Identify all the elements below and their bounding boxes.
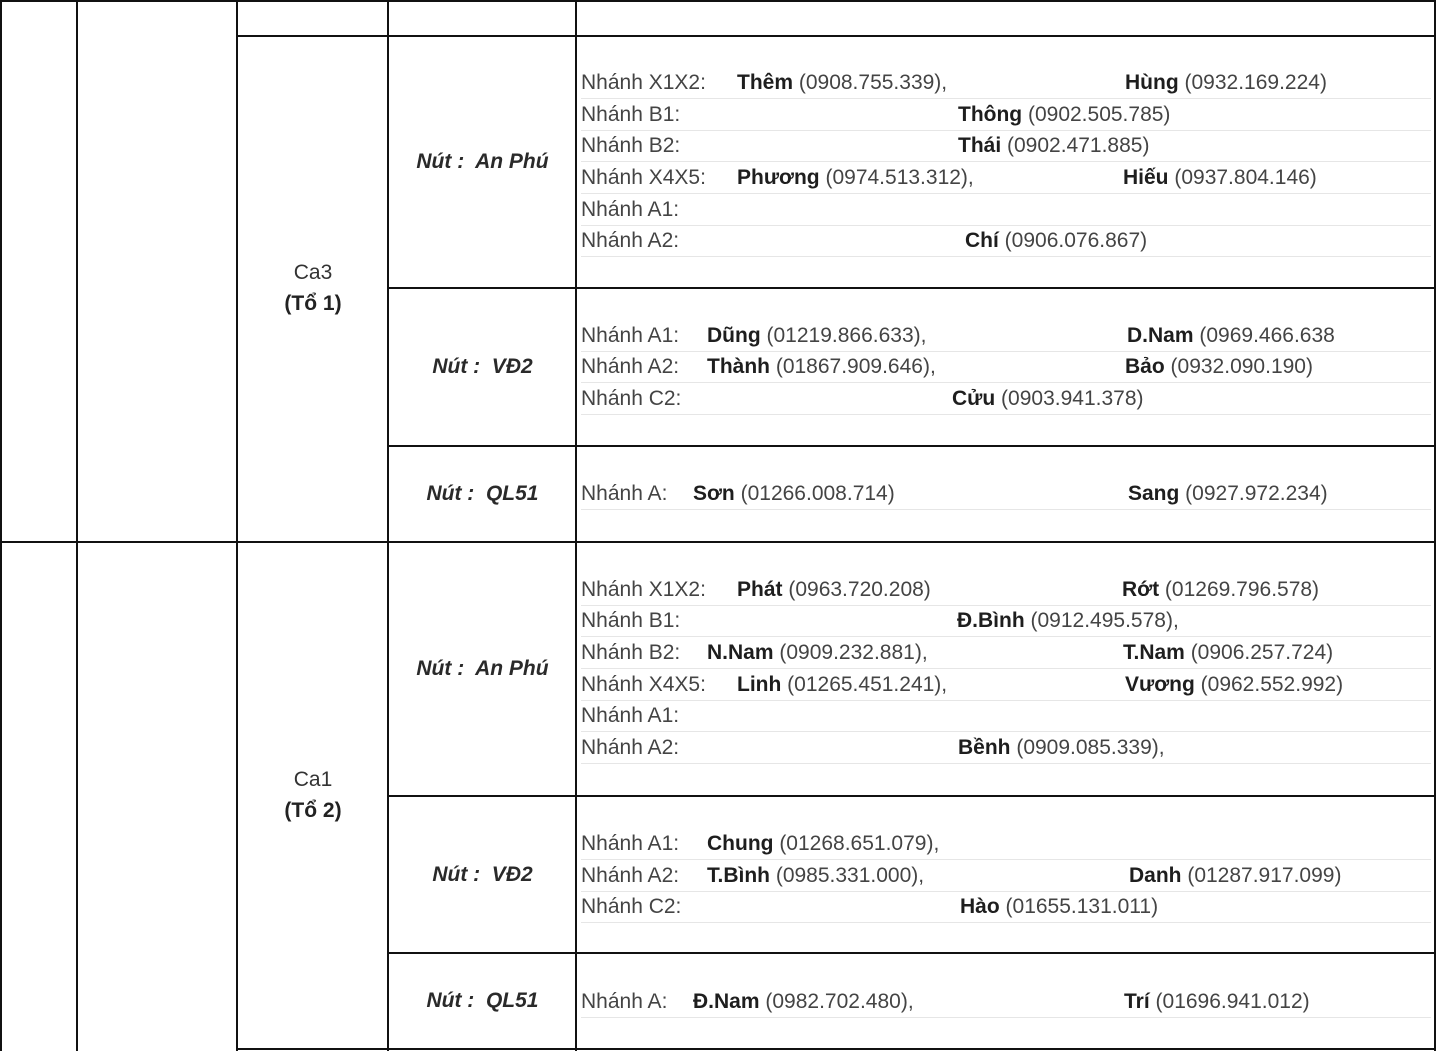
branch-label: Nhánh A2: — [581, 864, 680, 887]
contact-name: Đ.Bình — [957, 609, 1025, 632]
branch-row — [581, 383, 1431, 415]
column-divider-2 — [236, 0, 238, 1051]
branch-row — [581, 637, 1431, 669]
contact-name: Cửu — [952, 387, 996, 410]
branch-label: Nhánh A1: — [581, 704, 680, 727]
contact-name: D.Nam — [1127, 324, 1194, 347]
contact-name: Bảo — [1125, 355, 1165, 378]
branch-row — [581, 605, 1431, 637]
branch-label: Nhánh B1: — [581, 103, 681, 126]
branch-row — [581, 130, 1431, 162]
team-label: (Tổ 1) — [284, 292, 342, 315]
shift-cell — [238, 257, 388, 319]
table-border-right — [1434, 0, 1436, 1051]
contact-name: Dũng — [707, 324, 761, 347]
branch-row — [581, 860, 1431, 892]
branch-row — [581, 225, 1431, 257]
branch-label: Nhánh X4X5: — [581, 166, 706, 189]
branch-label: Nhánh A1: — [581, 324, 680, 347]
team-label: (Tổ 2) — [284, 799, 342, 822]
contact-phone: (0982.702.480), — [759, 990, 914, 1013]
contact-phone: (0909.232.881), — [773, 641, 928, 664]
contact-name: Phát — [737, 578, 783, 601]
row-divider-top — [0, 0, 1436, 2]
shift-cell — [238, 764, 388, 826]
row-divider-bottom — [236, 1048, 1436, 1050]
contact-name: Chung — [707, 832, 774, 855]
contact-name: Vương — [1125, 673, 1195, 696]
contact-name: Danh — [1129, 864, 1182, 887]
branch-label: Nhánh A2: — [581, 736, 680, 759]
node-label: Nút : VĐ2 — [432, 355, 533, 378]
contact-phone: (0906.076.867) — [998, 229, 1148, 252]
branch-label: Nhánh A1: — [581, 832, 680, 855]
node-label: Nút : VĐ2 — [432, 862, 533, 886]
shift-label: Ca1 — [293, 768, 333, 791]
column-divider-1 — [76, 0, 78, 1051]
contact-phone: (01287.917.099) — [1181, 864, 1342, 887]
contact-name: Thêm — [737, 71, 794, 94]
contact-name: Sang — [1128, 482, 1180, 505]
contact-name: Thông — [958, 103, 1023, 126]
branch-label: Nhánh B2: — [581, 134, 681, 157]
contact-name: Hiếu — [1123, 166, 1169, 189]
branch-label: Nhánh B1: — [581, 609, 681, 632]
node-label: Nút : An Phú — [416, 657, 549, 680]
node-label: Nút : An Phú — [416, 150, 549, 173]
contact-phone: (0903.941.378) — [995, 387, 1144, 410]
contact-phone: (0908.755.339), — [793, 71, 948, 94]
contact-name: Phương — [737, 166, 820, 189]
contact-phone: (01265.451.241), — [781, 673, 948, 696]
contact-name: T.Nam — [1123, 641, 1185, 664]
contact-phone: (0962.552.992) — [1194, 673, 1344, 696]
contact-name: Hùng — [1125, 71, 1179, 94]
branch-row — [581, 669, 1431, 701]
table-border-left — [0, 0, 2, 1051]
branch-row — [581, 986, 1431, 1018]
branch-row — [581, 67, 1431, 99]
branch-row — [581, 478, 1431, 510]
branch-row — [581, 700, 1431, 732]
contact-name: Hào — [960, 895, 1000, 918]
branch-row — [581, 162, 1431, 194]
contact-phone: (01655.131.011) — [999, 895, 1159, 918]
branch-label: Nhánh A2: — [581, 229, 680, 252]
contact-phone: (0909.085.339), — [1010, 736, 1165, 759]
contact-phone: (0912.495.578), — [1024, 609, 1179, 632]
contact-phone: (0974.513.312), — [819, 166, 974, 189]
node-label: Nút : QL51 — [426, 989, 539, 1012]
branch-label: Nhánh X1X2: — [581, 71, 706, 94]
node-label: Nút : QL51 — [426, 482, 539, 505]
contact-phone: (0902.505.785) — [1022, 103, 1171, 126]
branch-row — [581, 99, 1431, 131]
branch-label: Nhánh X4X5: — [581, 673, 706, 696]
contact-phone: (01219.866.633), — [760, 324, 927, 347]
branch-row — [581, 828, 1431, 860]
branch-row — [581, 891, 1431, 923]
branch-row — [581, 574, 1431, 606]
branch-row — [581, 351, 1431, 383]
shift-label: Ca3 — [293, 261, 333, 284]
contact-phone: (0902.471.885) — [1001, 134, 1150, 157]
branch-label: Nhánh A2: — [581, 355, 680, 378]
contact-name: Linh — [737, 673, 782, 696]
branch-label: Nhánh A1: — [581, 198, 680, 221]
contact-name: Thái — [958, 134, 1002, 157]
contact-name: Thành — [707, 355, 770, 378]
contact-phone: (0932.169.224) — [1178, 71, 1327, 94]
contact-phone: (01268.651.079), — [773, 832, 940, 855]
contact-phone: (0906.257.724) — [1184, 641, 1334, 664]
contact-name: Bềnh — [958, 736, 1011, 759]
branch-row — [581, 320, 1431, 352]
branch-label: Nhánh B2: — [581, 641, 681, 664]
contact-phone: (0927.972.234) — [1179, 482, 1328, 505]
contact-phone: (0932.090.190) — [1164, 355, 1313, 378]
contact-phone: (01867.909.646), — [770, 355, 936, 378]
contact-phone: (01696.941.012) — [1149, 990, 1310, 1013]
branch-label: Nhánh C2: — [581, 895, 682, 918]
contact-phone: (01269.796.578) — [1159, 578, 1320, 601]
branch-label: Nhánh X1X2: — [581, 578, 706, 601]
contact-name: Trí — [1124, 990, 1150, 1013]
contact-name: Đ.Nam — [693, 990, 760, 1013]
contact-name: Sơn — [693, 482, 735, 505]
branch-label: Nhánh A: — [581, 990, 668, 1013]
contact-name: Chí — [965, 229, 999, 252]
contact-phone: (01266.008.714) — [734, 482, 895, 505]
contact-name: Rớt — [1122, 578, 1160, 601]
contact-phone: (0985.331.000), — [770, 864, 925, 887]
branch-row — [581, 194, 1431, 226]
contact-phone: (0937.804.146) — [1168, 166, 1317, 189]
row-divider-group — [0, 541, 1436, 543]
contact-name: N.Nam — [707, 641, 774, 664]
contact-phone: (0963.720.208) — [782, 578, 931, 601]
branch-row — [581, 732, 1431, 764]
branch-label: Nhánh C2: — [581, 387, 682, 410]
contact-name: T.Bình — [707, 864, 770, 887]
contact-phone: (0969.466.638 — [1193, 324, 1335, 347]
branch-label: Nhánh A: — [581, 482, 668, 505]
